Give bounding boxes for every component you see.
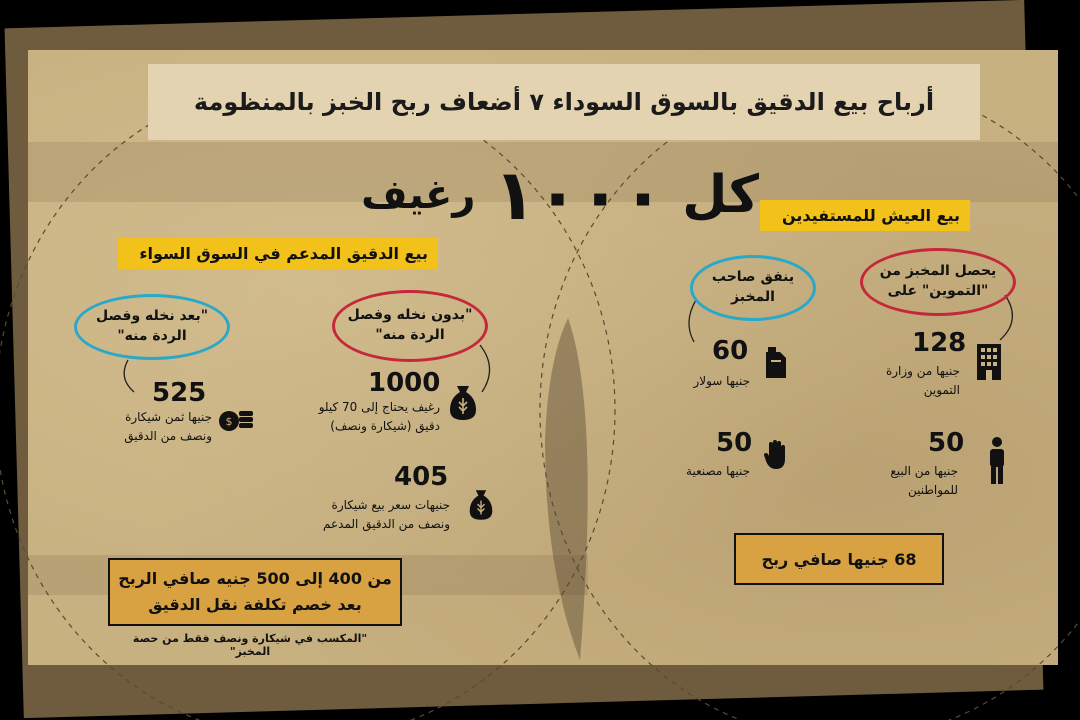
desc-525: جنيها ثمن شيكارة ونصف من الدقيق <box>124 410 212 443</box>
note-after-text: "بعد نخله وفصل الردة منه" <box>96 308 208 344</box>
building-icon <box>972 340 1006 384</box>
page-title: أرباح بيع الدقيق بالسوق السوداء ٧ أضعاف ربح الخبز بالمنظومة <box>193 88 935 116</box>
value-1000-loaves: 1000 <box>368 368 441 398</box>
note-without-sifting <box>332 290 488 362</box>
flour-profit-line1: من 400 إلى 500 جنيه صافي الربح <box>118 569 392 589</box>
value-diesel: 60 <box>712 336 749 366</box>
flour-profit-line2: بعد خصم تكلفة نقل الدقيق <box>148 595 362 614</box>
net-profit-text: 68 جنيها صافي ربح <box>761 549 917 569</box>
value-ministry: 128 <box>912 328 967 358</box>
desc-1000-loaves: رغيف يحتاج إلى 70 كيلو دقيق (شيكارة ونصف) <box>318 400 440 433</box>
title-banner <box>148 64 980 140</box>
desc-citizens: جنيها من البيع للمواطنين <box>890 464 958 497</box>
value-labor: 50 <box>716 428 753 458</box>
note-receives-text: يحصل المخبز من "التموين" على <box>879 263 997 299</box>
label-flour-black-market: بيع الدقيق المدعم في السوق السواء <box>118 238 438 269</box>
note-spends-text: ينفق صاحب المخبز <box>711 269 795 305</box>
footnote: "المكسب في شيكارة ونصف فقط من حصة المخبز" <box>132 632 368 658</box>
desc-405: جنيهات سعر بيع شيكارة ونصف من الدقيق المدعم <box>323 498 450 531</box>
fuel-can-icon <box>760 344 790 382</box>
header-per-1000-loaves <box>350 150 770 240</box>
flour-sack-icon <box>446 382 480 424</box>
flour-profit-box <box>108 558 402 626</box>
hand-icon <box>762 438 792 472</box>
svg-text:$: $ <box>225 415 233 428</box>
value-citizens: 50 <box>928 428 965 458</box>
label-bread-sale: بيع العيش للمستفيدين <box>760 200 970 231</box>
note-spends <box>690 255 816 321</box>
header-number: ١٠٠٠ <box>493 154 665 236</box>
desc-labor: جنيها مصنعية <box>686 464 750 478</box>
value-405: 405 <box>394 462 449 492</box>
desc-diesel: جنيها سولار <box>693 374 750 388</box>
desc-ministry: جنيها من وزارة التموين <box>885 364 960 397</box>
person-icon <box>984 436 1010 486</box>
header-word-every: كل <box>682 165 759 225</box>
net-profit-box <box>734 533 944 585</box>
header-word-loaf: رغيف <box>361 172 476 218</box>
note-after-sifting <box>74 294 230 360</box>
value-525: 525 <box>152 378 207 408</box>
note-receives <box>860 248 1016 316</box>
coins-icon <box>216 404 256 434</box>
note-without-text: "بدون نخله وفصل الردة منه" <box>347 307 473 343</box>
flour-sack-icon <box>466 486 496 524</box>
